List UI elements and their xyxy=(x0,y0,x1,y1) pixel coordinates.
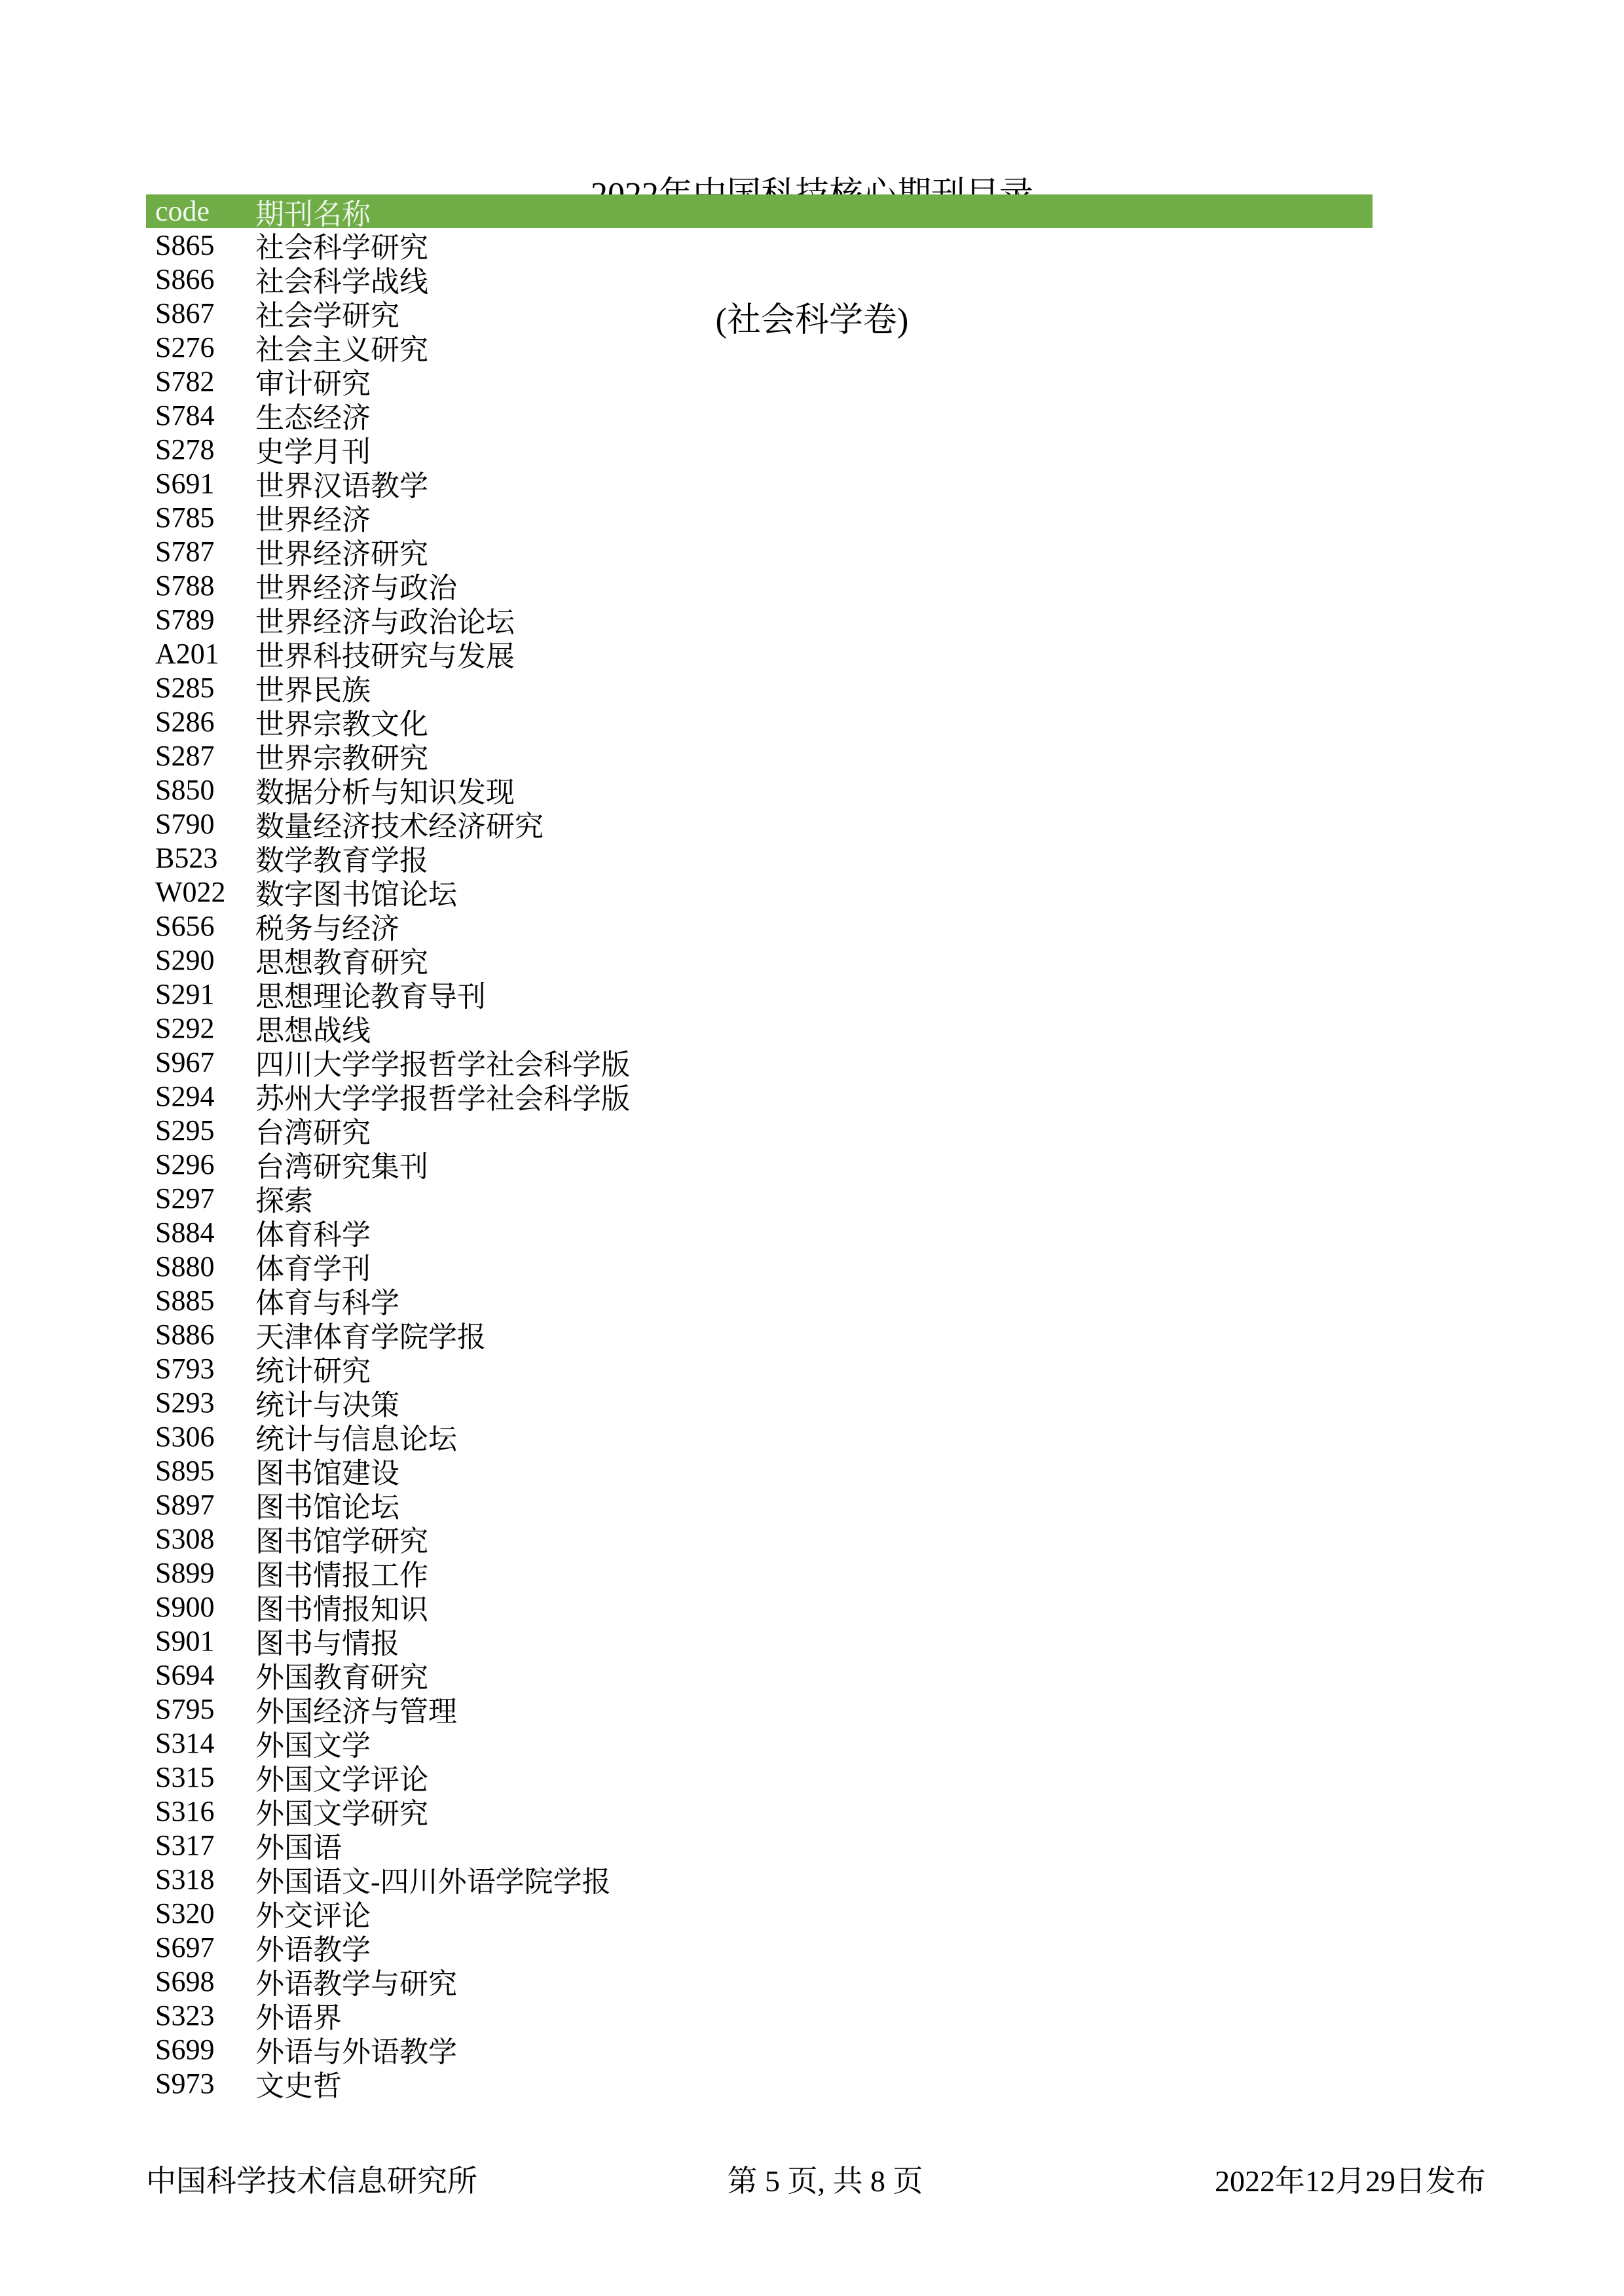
journal-code-cell: S900 xyxy=(155,1590,215,1623)
journal-code-cell: S287 xyxy=(155,739,215,772)
journal-name-cell: 图书情报知识 xyxy=(255,1594,428,1626)
journal-code-cell: S656 xyxy=(155,909,215,942)
table-row xyxy=(146,1930,1373,1964)
journal-code-cell: S318 xyxy=(155,1863,215,1895)
table-row xyxy=(146,1658,1373,1692)
journal-name-cell: 台湾研究集刊 xyxy=(255,1151,428,1183)
table-row xyxy=(146,1862,1373,1896)
journal-name-cell: 外国文学 xyxy=(255,1730,371,1762)
table-row xyxy=(146,262,1373,296)
journal-name-cell: 世界经济与政治论坛 xyxy=(255,606,515,638)
journal-code-cell: S880 xyxy=(155,1250,215,1283)
journal-code-cell: S278 xyxy=(155,433,215,465)
journal-name-cell: 统计研究 xyxy=(255,1355,371,1387)
table-row xyxy=(146,1556,1373,1590)
journal-name-cell: 图书馆建设 xyxy=(255,1457,399,1489)
journal-code-cell: S850 xyxy=(155,773,215,806)
table-row xyxy=(146,1351,1373,1385)
journal-code-cell: S296 xyxy=(155,1148,215,1180)
journal-code-cell: S297 xyxy=(155,1182,215,1214)
table-row xyxy=(146,296,1373,330)
journal-code-cell: S293 xyxy=(155,1386,215,1419)
journal-code-cell: S320 xyxy=(155,1897,215,1929)
journal-code-cell: S290 xyxy=(155,943,215,976)
journal-name-cell: 社会学研究 xyxy=(255,300,399,332)
journal-code-cell: S785 xyxy=(155,501,215,534)
journal-name-cell: 体育科学 xyxy=(255,1219,371,1251)
table-row xyxy=(146,1181,1373,1215)
table-row xyxy=(146,909,1373,943)
table-row xyxy=(146,704,1373,738)
table-row xyxy=(146,330,1373,364)
journal-table xyxy=(146,194,1373,2100)
journal-code-cell: S285 xyxy=(155,671,215,704)
journal-code-cell: S795 xyxy=(155,1692,215,1725)
table-row xyxy=(146,977,1373,1011)
journal-name-cell: 世界民族 xyxy=(255,674,371,706)
table-row xyxy=(146,364,1373,398)
journal-name-cell: 体育学刊 xyxy=(255,1253,371,1285)
table-row xyxy=(146,534,1373,568)
journal-code-cell: S885 xyxy=(155,1284,215,1317)
footer-page-number: 第 5 页, 共 8 页 xyxy=(727,2164,923,2198)
journal-name-cell: 社会主义研究 xyxy=(255,334,428,366)
journal-code-cell: S308 xyxy=(155,1522,215,1555)
journal-code-cell: S314 xyxy=(155,1726,215,1759)
journal-name-cell: 外语与外语教学 xyxy=(255,2036,457,2068)
journal-code-cell: B523 xyxy=(155,841,218,874)
journal-code-cell: S694 xyxy=(155,1658,215,1691)
journal-code-cell: S901 xyxy=(155,1624,215,1657)
journal-name-cell: 外国教育研究 xyxy=(255,1662,428,1694)
journal-name-cell: 图书馆学研究 xyxy=(255,1525,428,1558)
journal-name-cell: 数字图书馆论坛 xyxy=(255,879,457,911)
journal-name-cell: 外语教学 xyxy=(255,1934,371,1966)
journal-code-cell: S294 xyxy=(155,1080,215,1112)
journal-code-cell: S866 xyxy=(155,263,215,295)
table-row xyxy=(146,1590,1373,1624)
journal-name-cell: 社会科学研究 xyxy=(255,232,428,264)
journal-code-cell: S295 xyxy=(155,1114,215,1146)
journal-name-cell: 世界宗教文化 xyxy=(255,708,428,740)
table-row xyxy=(146,773,1373,807)
table-row xyxy=(146,943,1373,977)
table-header xyxy=(146,194,1373,228)
journal-name-cell: 外国语 xyxy=(255,1832,342,1864)
journal-name-cell: 思想理论教育导刊 xyxy=(255,981,486,1013)
table-row xyxy=(146,1079,1373,1113)
journal-code-cell: S292 xyxy=(155,1011,215,1044)
journal-name-cell: 外语界 xyxy=(255,2002,342,2034)
table-row xyxy=(146,2032,1373,2066)
table-row xyxy=(146,466,1373,500)
journal-code-cell: A201 xyxy=(155,637,219,670)
journal-name-cell: 图书情报工作 xyxy=(255,1559,428,1592)
journal-code-cell: S867 xyxy=(155,297,215,329)
journal-code-cell: S691 xyxy=(155,467,215,500)
journal-code-cell: S787 xyxy=(155,535,215,568)
table-row xyxy=(146,1385,1373,1419)
journal-name-cell: 统计与决策 xyxy=(255,1389,399,1421)
journal-name-cell: 体育与科学 xyxy=(255,1287,399,1319)
table-row xyxy=(146,568,1373,602)
journal-code-cell: S286 xyxy=(155,705,215,738)
table-row xyxy=(146,1964,1373,1998)
journal-code-cell: S973 xyxy=(155,2067,215,2100)
journal-name-cell: 税务与经济 xyxy=(255,913,399,945)
table-row xyxy=(146,670,1373,704)
journal-name-cell: 社会科学战线 xyxy=(255,266,428,298)
journal-name-cell: 文史哲 xyxy=(255,2070,342,2102)
journal-name-cell: 外国语文-四川外语学院学报 xyxy=(255,1866,611,1898)
journal-name-cell: 史学月刊 xyxy=(255,436,371,468)
journal-name-cell: 数量经济技术经济研究 xyxy=(255,811,544,843)
journal-code-cell: S886 xyxy=(155,1318,215,1351)
table-row xyxy=(146,1045,1373,1079)
table-row xyxy=(146,636,1373,670)
journal-code-cell: S317 xyxy=(155,1829,215,1861)
table-row xyxy=(146,841,1373,875)
journal-code-cell: S697 xyxy=(155,1931,215,1963)
journal-code-cell: S698 xyxy=(155,1965,215,1997)
journal-name-cell: 图书馆论坛 xyxy=(255,1491,399,1523)
journal-name-cell: 四川大学学报哲学社会科学版 xyxy=(255,1049,630,1081)
journal-name-cell: 世界经济 xyxy=(255,504,371,536)
journal-code-cell: S306 xyxy=(155,1420,215,1453)
journal-code-cell: S323 xyxy=(155,1999,215,2032)
journal-code-cell: S276 xyxy=(155,331,215,363)
table-row xyxy=(146,228,1373,262)
journal-name-cell: 外交评论 xyxy=(255,1900,371,1932)
table-row xyxy=(146,1828,1373,1862)
journal-name-cell: 审计研究 xyxy=(255,368,371,400)
table-row xyxy=(146,1283,1373,1317)
table-row xyxy=(146,1998,1373,2032)
table-row xyxy=(146,1215,1373,1249)
journal-name-cell: 数学教育学报 xyxy=(255,845,428,877)
journal-code-cell: S793 xyxy=(155,1352,215,1385)
table-row xyxy=(146,1317,1373,1351)
journal-name-cell: 外国文学研究 xyxy=(255,1798,428,1830)
table-row xyxy=(146,1011,1373,1045)
table-row xyxy=(146,2066,1373,2100)
table-row xyxy=(146,1726,1373,1760)
journal-code-cell: S897 xyxy=(155,1488,215,1521)
table-row xyxy=(146,500,1373,534)
journal-name-cell: 世界宗教研究 xyxy=(255,742,428,774)
table-row xyxy=(146,1113,1373,1147)
header-name-cell: 期刊名称 xyxy=(255,198,371,230)
journal-code-cell: S967 xyxy=(155,1046,215,1078)
journal-code-cell: S884 xyxy=(155,1216,215,1248)
table-row xyxy=(146,398,1373,432)
table-row xyxy=(146,1487,1373,1522)
journal-name-cell: 台湾研究 xyxy=(255,1117,371,1149)
table-row xyxy=(146,1760,1373,1794)
journal-name-cell: 外语教学与研究 xyxy=(255,1968,457,2000)
table-row xyxy=(146,432,1373,466)
footer xyxy=(0,2162,1624,2204)
journal-name-cell: 数据分析与知识发现 xyxy=(255,776,515,809)
journal-name-cell: 思想教育研究 xyxy=(255,947,428,979)
journal-name-cell: 外国文学评论 xyxy=(255,1764,428,1796)
journal-name-cell: 世界汉语教学 xyxy=(255,470,428,502)
journal-name-cell: 思想战线 xyxy=(255,1015,371,1047)
journal-name-cell: 世界经济与政治 xyxy=(255,572,457,604)
journal-name-cell: 天津体育学院学报 xyxy=(255,1321,486,1353)
table-row xyxy=(146,602,1373,636)
journal-code-cell: S899 xyxy=(155,1556,215,1589)
table-row xyxy=(146,1522,1373,1556)
journal-code-cell: S291 xyxy=(155,977,215,1010)
journal-code-cell: S865 xyxy=(155,228,215,261)
journal-name-cell: 统计与信息论坛 xyxy=(255,1423,457,1455)
footer-organization: 中国科学技术信息研究所 xyxy=(146,2164,477,2198)
document-subtitle: (社会科学卷) xyxy=(715,302,909,339)
journal-name-cell: 世界经济研究 xyxy=(255,538,428,570)
journal-name-cell: 探索 xyxy=(255,1185,313,1217)
journal-code-cell: S315 xyxy=(155,1760,215,1793)
table-row xyxy=(146,807,1373,841)
table-row xyxy=(146,1896,1373,1930)
journal-code-cell: S784 xyxy=(155,399,215,431)
journal-code-cell: S788 xyxy=(155,569,215,602)
table-row xyxy=(146,1147,1373,1181)
journal-code-cell: S790 xyxy=(155,807,215,840)
journal-code-cell: S789 xyxy=(155,603,215,636)
journal-name-cell: 图书与情报 xyxy=(255,1628,399,1660)
journal-code-cell: W022 xyxy=(155,875,226,908)
journal-code-cell: S782 xyxy=(155,365,215,397)
table-row xyxy=(146,1419,1373,1453)
table-row xyxy=(146,1249,1373,1283)
footer-publish-date: 2022年12月29日发布 xyxy=(1215,2164,1486,2198)
table-body xyxy=(146,228,1373,2100)
journal-code-cell: S316 xyxy=(155,1795,215,1827)
table-row xyxy=(146,1794,1373,1828)
header-code-cell: code xyxy=(155,195,210,227)
journal-name-cell: 苏州大学学报哲学社会科学版 xyxy=(255,1083,630,1115)
journal-name-cell: 外国经济与管理 xyxy=(255,1696,457,1728)
journal-code-cell: S699 xyxy=(155,2033,215,2066)
table-row xyxy=(146,738,1373,773)
journal-name-cell: 世界科技研究与发展 xyxy=(255,640,515,672)
table-row xyxy=(146,1453,1373,1487)
journal-name-cell: 生态经济 xyxy=(255,402,371,434)
table-row xyxy=(146,1624,1373,1658)
table-row xyxy=(146,1692,1373,1726)
journal-code-cell: S895 xyxy=(155,1454,215,1487)
table-row xyxy=(146,875,1373,909)
